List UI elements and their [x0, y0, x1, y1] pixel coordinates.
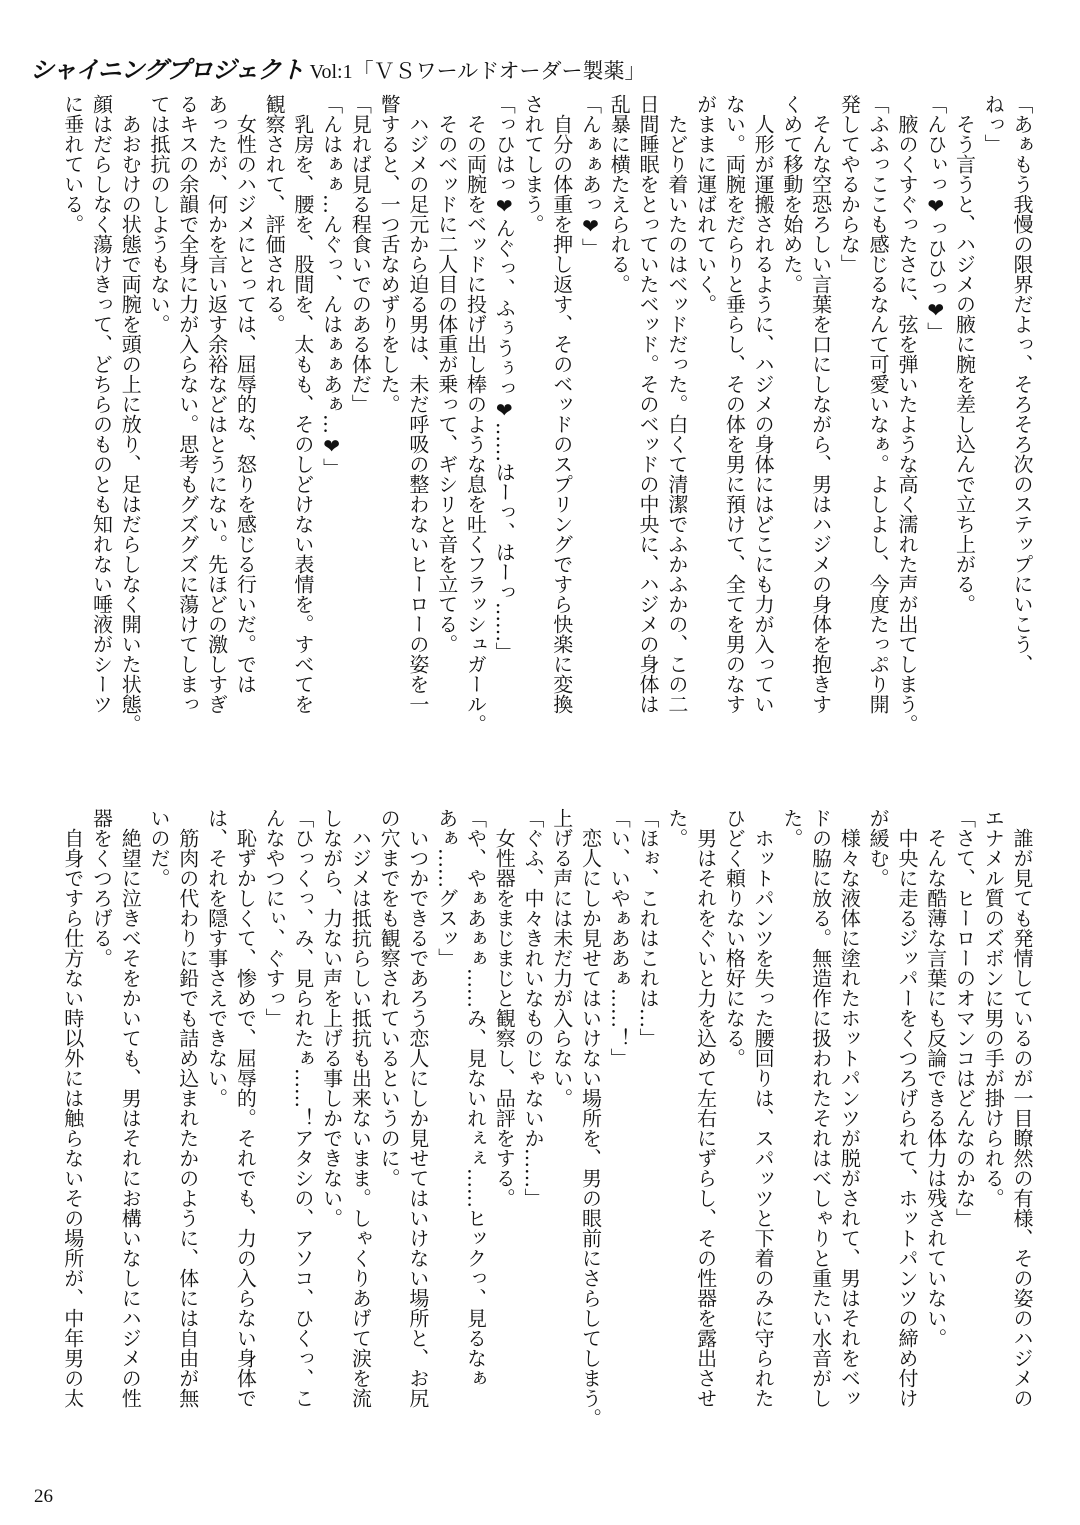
page-number: 26: [34, 1486, 53, 1507]
text-line: 「ふふっここも感じるなんて可愛いなぁ。よしよし、今度たっぷり開: [866, 94, 891, 714]
text-line: ひどく頼りない格好になる。: [722, 808, 747, 1068]
text-line: 乱暴に横たえられる。: [607, 94, 632, 294]
text-line: 発してやるからな」: [837, 94, 862, 274]
text-line: 自分の体重を押し返す、そのベッドのスプリングですら快楽に変換: [549, 94, 574, 714]
text-line: 「ぐふ、中々きれいなものじゃないか……」: [520, 808, 545, 1208]
series-title: シャイニングプロジェクト: [30, 56, 304, 84]
volume-label: Vol:1: [309, 61, 353, 83]
text-line: たどり着いたのはベッドだった。白くて清潔でふかふかの、この二: [664, 94, 689, 714]
text-line: 腋のくすぐったさに、弦を弾いたような高く濡れた声が出てしまう。: [894, 94, 919, 734]
text-line: しながら、力ない声を上げる事しかできない。: [319, 808, 344, 1228]
text-line: 「っひはっ❤んぐっ、ふぅうぅっ❤……はーっ、はーっ……」: [492, 94, 517, 662]
text-line: た。: [779, 808, 804, 848]
text-line: 「んぁぁあっ❤」: [578, 94, 603, 258]
text-line: 筋肉の代わりに鉛でも詰め込まれたかのように、体には自由が無: [175, 808, 200, 1408]
text-line: 「い、いやぁああぁ……！」: [607, 808, 632, 1068]
text-line: 恥ずかしくて、惨めで、屈辱的。それでも、力の入らない身体で: [233, 808, 258, 1408]
text-line: あぁ……グスッ」: [434, 808, 459, 968]
text-line: 女性器をまじまじと観察し、品評をする。: [492, 808, 517, 1208]
text-line: に垂れている。: [60, 94, 85, 234]
text-line: は、それを隠す事さえできない。: [204, 808, 229, 1108]
text-line: 自身ですら仕方ない時以外には触らないその場所が、中年男の太: [60, 808, 85, 1408]
text-line: ねっ」: [981, 94, 1006, 154]
text-line: その両腕をベッドに投げ出し棒のような息を吐くフラッシュガール。: [463, 94, 488, 734]
text-block-lower: [58, 808, 1036, 1478]
text-line: 器をくつろげる。: [89, 808, 114, 968]
text-line: あおむけの状態で両腕を頭の上に放り、足はだらしなく開いた状態。: [118, 94, 143, 734]
text-line: 「ひっくっ、み、見られたぁ……！アタシの、アソコ、ひくっ、こ: [290, 808, 315, 1408]
text-line: そんな酷薄な言葉にも反論できる体力は残されていない。: [923, 808, 948, 1348]
text-line: 女性のハジメにとっては、屈辱的な、怒りを感じる行いだ。では: [233, 94, 258, 694]
text-line: 誰が見ても発情しているのが一目瞭然の有様、その姿のハジメの: [1010, 808, 1034, 1408]
text-line: がままに運ばれていく。: [693, 94, 718, 314]
text-line: ハジメは抵抗らしい抵抗も出来ないまま。しゃくりあげて涙を流: [348, 808, 373, 1408]
text-line: ホットパンツを失った腰回りは、スパッツと下着のみに守られた: [751, 808, 776, 1408]
text-line: 「ほぉ、これはこれは…」: [636, 808, 661, 1048]
chapter-subtitle: 「ＶＳワールドオーダー製薬」: [352, 59, 646, 83]
text-line: 「や、やぁあぁぁ……み、見ないれぇぇ……ヒックっ、見るなぁ: [463, 808, 488, 1388]
text-line: ドの脇に放る。無造作に扱われたそれはべしゃりと重たい水音がし: [808, 808, 833, 1408]
text-line: 男はそれをぐいと力を込めて左右にずらし、その性器を露出させ: [693, 808, 718, 1408]
text-line: あったが、何かを言い返す余裕などはとうにない。先ほどの激しすぎ: [204, 94, 229, 714]
text-line: 「さて、ヒーローのオマンコはどんなのかな」: [952, 808, 977, 1228]
running-header: [30, 50, 646, 85]
text-line: そう言うと、ハジメの腋に腕を差し込んで立ち上がる。: [952, 94, 977, 614]
text-line: 顔はだらしなく蕩けきって、どちらのものとも知れない唾液がシーツ: [89, 94, 114, 714]
text-line: 「見れば見る程食いでのある体だ」: [348, 94, 373, 414]
text-line: た。: [664, 808, 689, 848]
text-line: ハジメの足元から迫る男は、未だ呼吸の整わないヒーローの姿を一: [405, 94, 430, 714]
text-line: いつかできるであろう恋人にしか見せてはいけない場所と、お尻: [405, 808, 430, 1408]
text-line: るキスの余韻で全身に力が入らない。思考もグズグズに蕩けてしまっ: [175, 94, 200, 714]
text-line: いのだ。: [147, 808, 172, 888]
text-line: 人形が運搬されるように、ハジメの身体にはどこにも力が入ってい: [751, 94, 776, 714]
text-line: ない。両腕をだらりと垂らし、その体を男に預けて、全てを男のなす: [722, 94, 747, 714]
text-line: 観察されて、評価される。: [262, 94, 287, 334]
text-line: されてしまう。: [520, 94, 545, 234]
text-line: 上げる声には未だ力が入らない。: [549, 808, 574, 1108]
text-block-upper: [58, 94, 1036, 764]
text-line: 「んひぃっ❤っひひっ❤」: [923, 94, 948, 342]
text-line: エナメル質のズボンに男の手が掛けられる。: [981, 808, 1006, 1208]
text-line: 瞥すると、一つ舌なめずりをした。: [377, 94, 402, 414]
text-line: そんな空恐ろしい言葉を口にしながら、男はハジメの身体を抱きす: [808, 94, 833, 714]
text-line: 乳房を、腰を、股間を、太もも、そのしどけない表情を。すべてを: [290, 94, 315, 714]
text-line: そのベッドに二人目の体重が乗って、ギシリと音を立てる。: [434, 94, 459, 654]
text-line: 中央に走るジッパーをくつろげられて、ホットパンツの締め付け: [894, 808, 919, 1408]
text-line: 恋人にしか見せてはいけない場所を、男の眼前にさらしてしまう。: [578, 808, 603, 1428]
text-line: の穴までをも観察されているというのに。: [377, 808, 402, 1188]
text-line: くめて移動を始めた。: [779, 94, 804, 294]
text-line: 絶望に泣きべそをかいても、男はそれにお構いなしにハジメの性: [118, 808, 143, 1408]
text-line: 様々な液体に塗れたホットパンツが脱がされて、男はそれをベッ: [837, 808, 862, 1408]
text-line: んなやつにぃ、ぐすっ」: [262, 808, 287, 1028]
text-line: が緩む。: [866, 808, 891, 888]
text-line: 「あぁもう我慢の限界だよっ、そろそろ次のステップにいこう、: [1010, 94, 1034, 674]
text-line: 日間睡眠をとっていたベッド。そのベッドの中央に、ハジメの身体は: [636, 94, 661, 714]
text-line: ては抵抗のしようもない。: [147, 94, 172, 334]
text-line: 「んはぁぁ…んぐっ、んはぁぁあぁ…❤」: [319, 94, 344, 478]
